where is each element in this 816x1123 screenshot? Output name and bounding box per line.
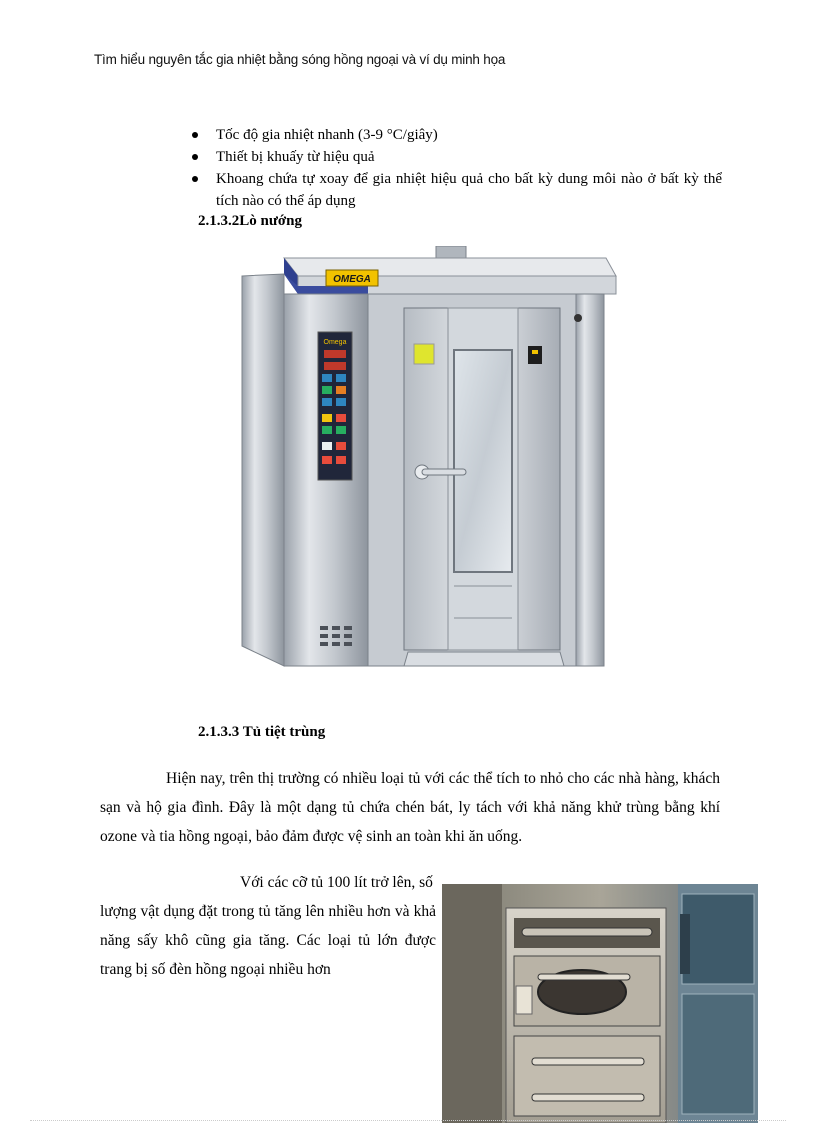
indicator-light [574, 314, 582, 322]
oven-side-panel [242, 274, 284, 666]
wrapped-paragraph: Với các cỡ tủ 100 lít trở lên, số lượng vật dụng đặt trong tủ tăng lên nhiều hơn và khả năng sấy khô cũng gia tăng. Các loại tủ lớn được trang bị số đèn hồng ngoại nhiều hơn [100, 874, 436, 978]
sticker [516, 986, 532, 1014]
list-item: Thiết bị khuấy từ hiệu quả [190, 146, 722, 168]
page-bottom-rule [30, 1120, 786, 1121]
warning-label [414, 344, 434, 364]
list-item: Tốc độ gia nhiệt nhanh (3-9 °C/giây) [190, 124, 722, 146]
oven-image [238, 246, 618, 676]
info-label [528, 346, 542, 364]
running-header: Tìm hiểu nguyên tắc gia nhiệt bằng sóng hồng ngoại và ví dụ minh họa [94, 52, 506, 67]
bullet-icon [192, 154, 198, 160]
feature-list [190, 124, 722, 212]
oven-base [404, 652, 564, 666]
bullet-icon [192, 132, 198, 138]
door-window [454, 350, 512, 572]
body-paragraph: Hiện nay, trên thị trường có nhiều loại tủ với các thể tích to nhỏ cho các nhà hàng, khách sạn và hộ gia đình. Đây là một dạng tủ chứa chén bát, ly tách với khả năng khử trùng bằng khí ozone và tia hồng ngoại, bảo đảm được vệ sinh an toàn khi ăn uống. [100, 770, 720, 845]
bullet-icon [192, 176, 198, 182]
sterilizer-cabinet-image [442, 884, 758, 1123]
brand-logo: OMEGA [333, 274, 371, 285]
vent-grill [320, 626, 352, 646]
list-item: Khoang chứa tự xoay để gia nhiệt hiệu quả cho bất kỳ dung môi nào ở bất kỳ thể tích nào có thể áp dụng [190, 168, 722, 212]
section-heading-oven: 2.1.3.2Lò nướng [198, 213, 302, 229]
panel-logo: Omega [323, 339, 347, 346]
section-heading-cabinet: 2.1.3.3 Tủ tiệt trùng [198, 724, 326, 740]
